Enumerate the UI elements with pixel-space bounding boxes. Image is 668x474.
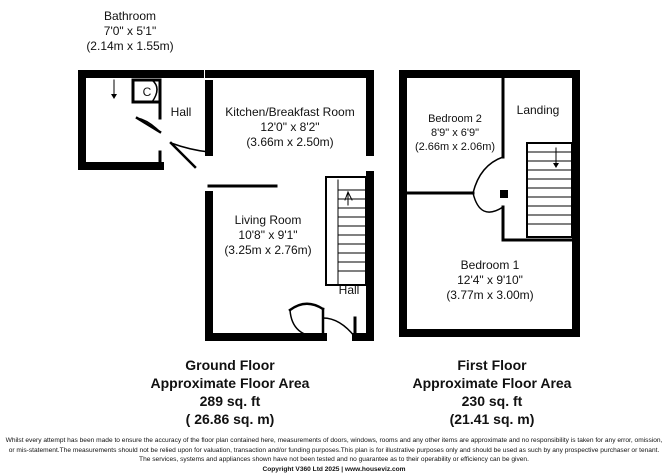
hall-lower-label	[334, 283, 364, 298]
disclaimer-line-3: The services, systems and appliances shown have not been tested and no guarantee as to their operability or efficiency can be given.	[139, 456, 529, 464]
bedroom2-label	[410, 112, 500, 154]
first-floor-subtitle: Approximate Floor Area	[412, 375, 572, 391]
ground-floor-sqm: ( 26.86 sq. m)	[185, 411, 275, 427]
bedroom2-metric: (2.66m x 2.06m)	[414, 141, 496, 153]
disclaimer	[4, 436, 664, 474]
hall-door-leaf	[137, 118, 160, 132]
hall-lower-name: Hall	[338, 283, 360, 297]
front-door-swing	[290, 310, 323, 337]
kitchen-imperial: 12'0" x 8'2"	[260, 120, 320, 134]
bedroom1-imperial: 12'4" x 9'10"	[457, 273, 523, 287]
bedroom2-name: Bedroom 2	[428, 113, 482, 125]
living-room-metric: (3.25m x 2.76m)	[224, 243, 312, 257]
bathroom-metric: (2.14m x 1.55m)	[86, 39, 174, 53]
living-room-name: Living Room	[234, 213, 302, 227]
ground-floor-stairs	[326, 177, 366, 285]
bedroom2-door-swing	[473, 157, 503, 193]
first-floor-caption	[382, 356, 602, 428]
first-floor-stairs	[527, 143, 572, 237]
ground-floor-sqft: 289 sq. ft	[199, 393, 261, 409]
hall-upper-name: Hall	[170, 105, 192, 119]
bedroom1-metric: (3.77m x 3.00m)	[446, 288, 534, 302]
front-door-swing-2	[323, 318, 355, 337]
landing-name: Landing	[516, 103, 560, 117]
bedroom1-label	[435, 258, 545, 303]
first-floor-sqft: 230 sq. ft	[461, 393, 523, 409]
first-floor-sqm: (21.41 sq. m)	[449, 411, 535, 427]
kitchen-label	[215, 105, 365, 150]
cupboard-label	[140, 85, 154, 100]
bedroom1-name: Bedroom 1	[460, 258, 520, 272]
front-door-frame	[290, 304, 323, 310]
kitchen-name: Kitchen/Breakfast Room	[225, 105, 355, 119]
bathroom-label	[80, 9, 180, 54]
bedroom1-door-swing	[473, 193, 503, 212]
ground-floor-caption	[120, 356, 340, 428]
ground-floor-subtitle: Approximate Floor Area	[150, 375, 310, 391]
ground-floor-title: Ground Floor	[185, 357, 275, 373]
bathroom-entry-arrowhead	[111, 94, 117, 99]
living-room-label	[218, 213, 318, 258]
living-room-imperial: 10'8" x 9'1"	[238, 228, 298, 242]
cupboard-name: C	[142, 85, 152, 99]
landing-label	[508, 103, 568, 118]
first-floor-title: First Floor	[457, 357, 527, 373]
kitchen-metric: (3.66m x 2.50m)	[246, 135, 334, 149]
bathroom-name: Bathroom	[103, 9, 157, 23]
copyright: Copyright V360 Ltd 2025 | www.houseviz.com	[262, 465, 406, 473]
disclaimer-line-2: or mis-statement.The measurements should not be relied upon for valuation, transaction and/or funding purposes.This plan is for illustrative purposes only and should be used as such by any prospective purchaser or tenant.	[8, 446, 660, 454]
disclaimer-line-1: Whilst every attempt has been made to ensure the accuracy of the floor plan contained here, measurements of doors, windows, rooms and any other items are approximate and no responsibility is taken for any error, omission,	[5, 437, 663, 444]
bedroom2-imperial: 8'9" x 6'9"	[430, 127, 480, 139]
bathroom-imperial: 7'0" x 5'1"	[103, 24, 157, 38]
landing-door-jamb	[500, 190, 508, 198]
hall-upper-label	[166, 105, 196, 120]
